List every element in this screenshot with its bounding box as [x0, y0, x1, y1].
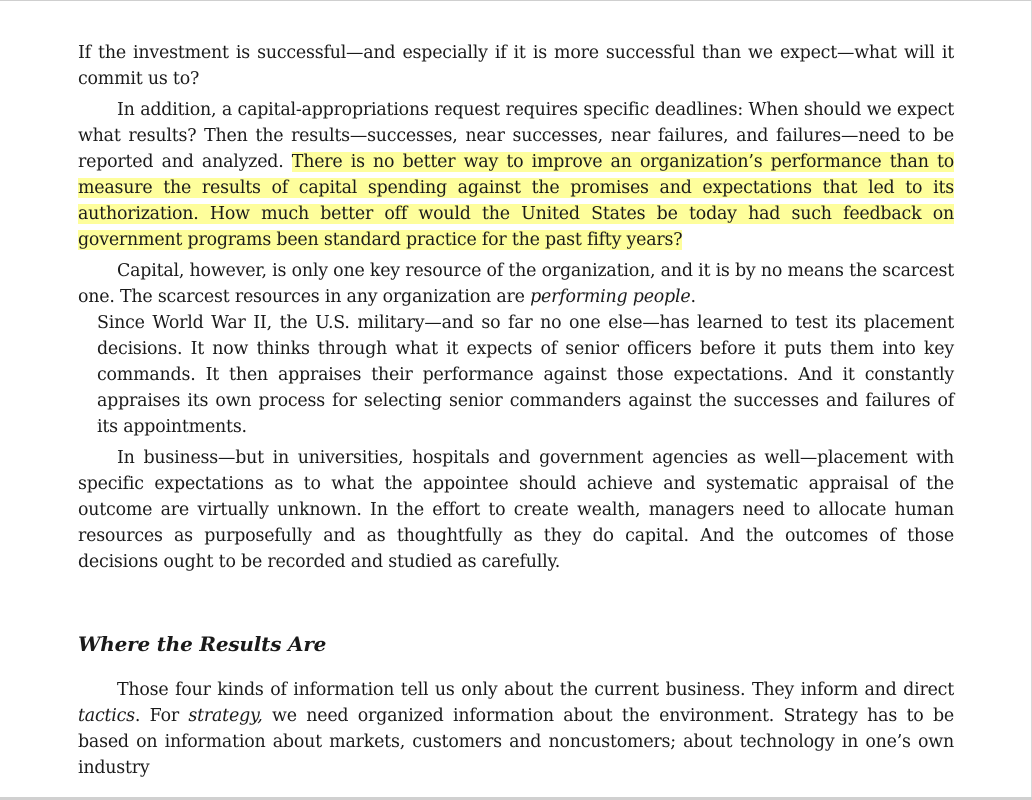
paragraph-final-text-a: Those four kinds of information tell us only about the current business. They inform and direct: [117, 680, 954, 700]
paragraph-1: [78, 40, 954, 92]
paragraph-1-text: If the investment is successful—and especially if it is more successful than we expect—what will it commit us to?: [78, 43, 954, 89]
paragraph-final-text-b: . For: [134, 706, 189, 726]
section-heading: Where the Results Are: [78, 632, 327, 656]
emphasis-strategy: strategy,: [188, 706, 263, 726]
paragraph-5: [78, 445, 954, 575]
paragraph-3-end: .: [690, 287, 696, 307]
paragraph-2: [78, 97, 954, 253]
highlighted-passage[interactable]: There is no better way to improve an organization’s performance than to measure the results of capital spending against the promises and expectations that led to its authorization. How much better off would the United States be today had such feedback on government programs been standard practice for the past fifty years?: [78, 152, 954, 250]
document-page: [78, 40, 954, 781]
paragraph-5-text: In business—but in universities, hospitals and government agencies as well—placement with specific expectations as to what the appointee should achieve and systematic appraisal of the outcome are virtually unknown. In the effort to create wealth, managers need to allocate human resources as purposefully and as thoughtfully as they do capital. And the outcomes of those decisions ought to be recorded and studied as carefully.: [78, 448, 954, 572]
paragraph-final-text-c: we need organized information about the environment. Strategy has to be based on information about markets, customers and noncustomers; about technology in one’s own industry: [78, 706, 954, 778]
paragraph-2-text: In addition, a capital-appropriations request requires specific deadlines: When should we expect what results? Then the results—successes, near successes, near failures, and failures—need to be reported and analyzed.: [78, 100, 954, 172]
emphasis-performing-people: performing people: [530, 287, 691, 307]
block-quote-text: Since World War II, the U.S. military—and so far no one else—has learned to test its placement decisions. It now thinks through what it expects of senior officers before it puts them into key commands. It then appraises their performance against those expectations. And it constantly appraises its own process for selecting senior commanders against the successes and failures of its appointments.: [97, 313, 954, 437]
emphasis-tactics: tactics: [78, 706, 135, 726]
block-quote: [97, 310, 954, 440]
paragraph-3: [78, 258, 954, 310]
paragraph-3-text: Capital, however, is only one key resource of the organization, and it is by no means the scarcest one. The scarcest resources in any organization are: [78, 261, 954, 307]
paragraph-final: [78, 677, 954, 781]
page-top-border: [0, 0, 1032, 1]
